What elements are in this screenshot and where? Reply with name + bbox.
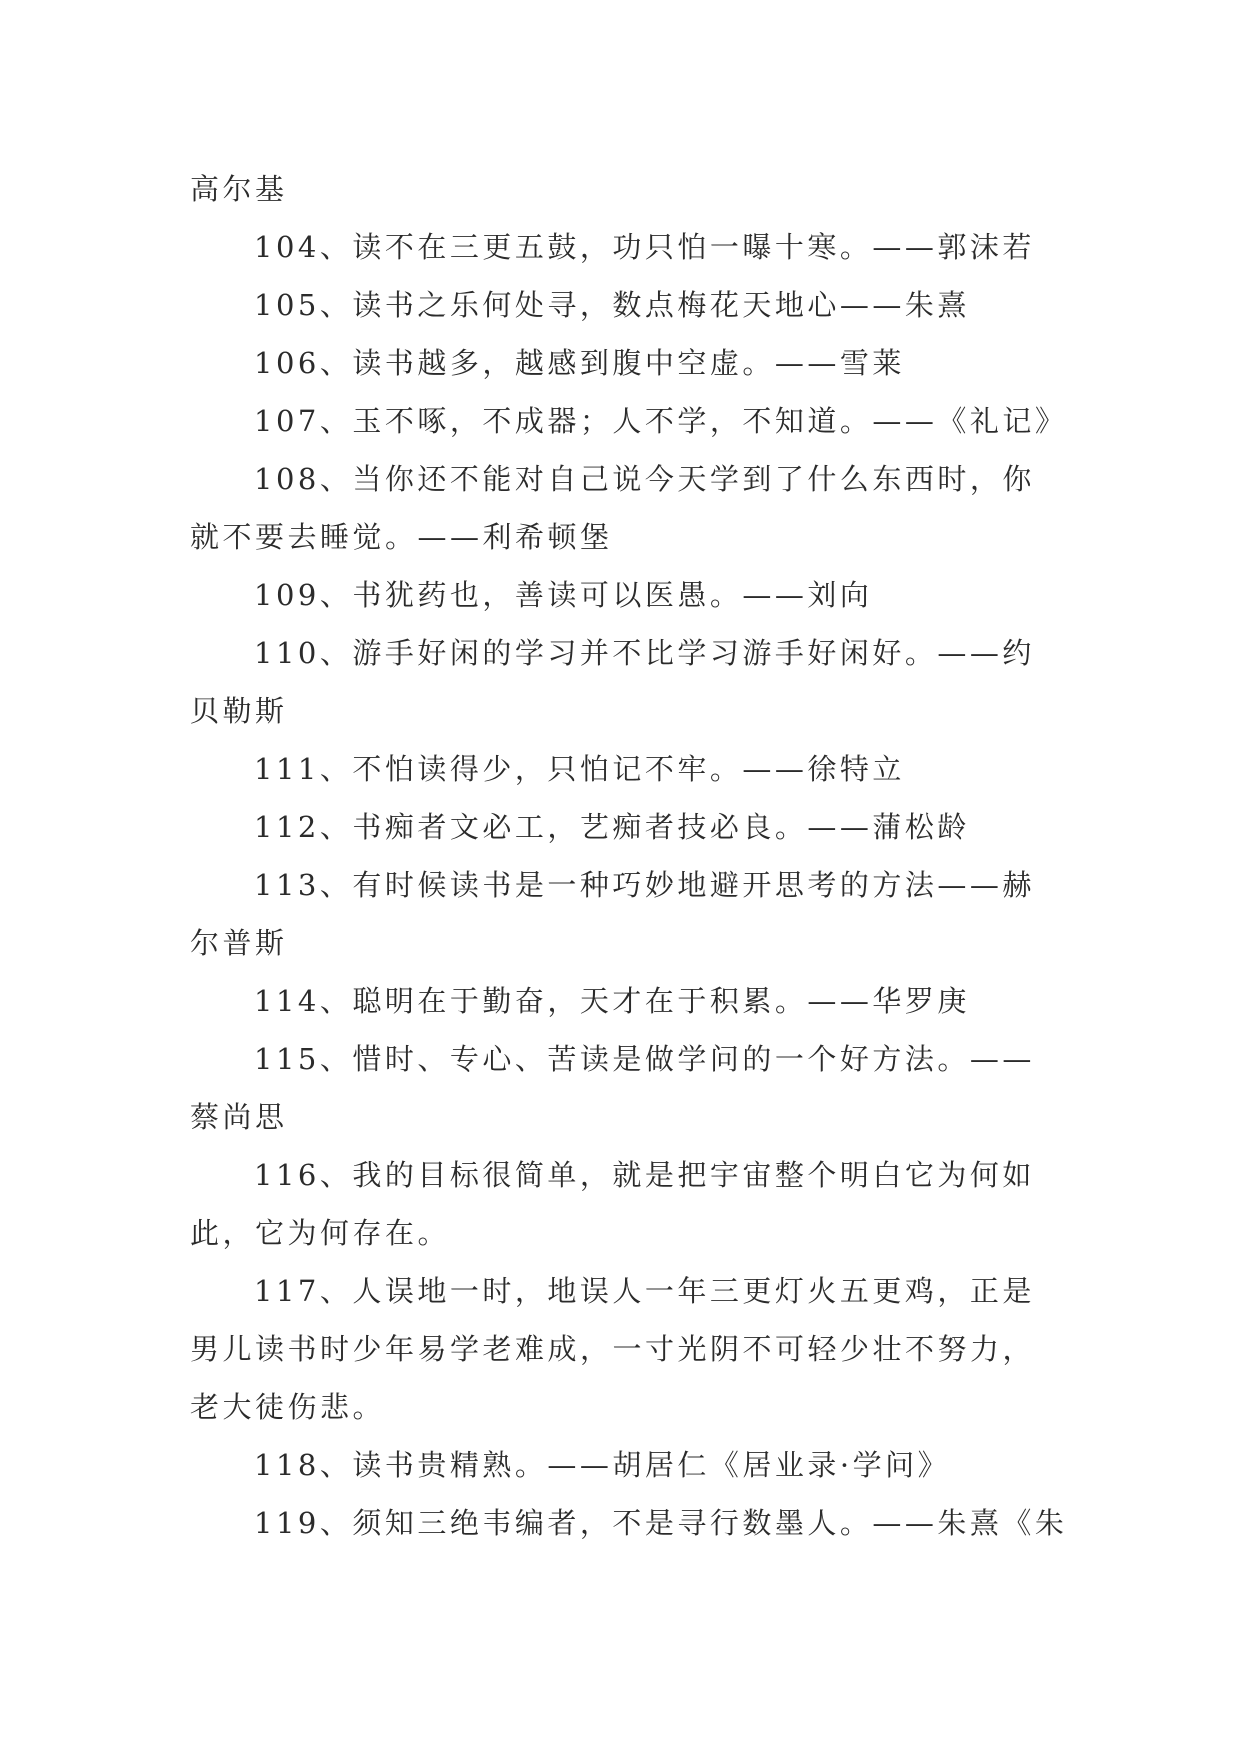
quote-110: 110、游手好闲的学习并不比学习游手好闲好。——约 — [254, 636, 1035, 670]
quote-107: 107、玉不啄，不成器；人不学，不知道。——《礼记》 — [254, 404, 1068, 438]
quote-117: 117、人误地一时，地误人一年三更灯火五更鸡，正是 — [254, 1274, 1035, 1308]
text-line: 老大徒伤悲。 — [190, 1390, 386, 1424]
quote-105: 105、读书之乐何处寻，数点梅花天地心——朱熹 — [254, 288, 970, 322]
quote-104: 104、读不在三更五鼓，功只怕一曝十寒。——郭沫若 — [254, 230, 1035, 264]
quote-119: 119、须知三绝韦编者，不是寻行数墨人。——朱熹《朱 — [254, 1506, 1068, 1540]
text-line: 高尔基 — [190, 172, 288, 206]
quote-118: 118、读书贵精熟。——胡居仁《居业录·学问》 — [254, 1448, 951, 1482]
text-line: 男儿读书时少年易学老难成，一寸光阴不可轻少壮不努力， — [190, 1332, 1036, 1366]
text-line: 尔普斯 — [190, 926, 288, 960]
text-line: 此，它为何存在。 — [190, 1216, 451, 1250]
quote-108: 108、当你还不能对自己说今天学到了什么东西时，你 — [254, 462, 1035, 496]
text-line: 就不要去睡觉。——利希顿堡 — [190, 520, 613, 554]
quote-111: 111、不怕读得少，只怕记不牢。——徐特立 — [254, 752, 905, 786]
quote-113: 113、有时候读书是一种巧妙地避开思考的方法——赫 — [254, 868, 1035, 902]
quote-109: 109、书犹药也，善读可以医愚。——刘向 — [254, 578, 873, 612]
text-line: 蔡尚思 — [190, 1100, 288, 1134]
quote-115: 115、惜时、专心、苦读是做学问的一个好方法。—— — [254, 1042, 1035, 1076]
quote-106: 106、读书越多，越感到腹中空虚。——雪莱 — [254, 346, 905, 380]
text-line: 贝勒斯 — [190, 694, 288, 728]
document-page — [190, 160, 1068, 1552]
quote-114: 114、聪明在于勤奋，天才在于积累。——华罗庚 — [254, 984, 970, 1018]
quote-116: 116、我的目标很简单，就是把宇宙整个明白它为何如 — [254, 1158, 1035, 1192]
quote-112: 112、书痴者文必工，艺痴者技必良。——蒲松龄 — [254, 810, 970, 844]
